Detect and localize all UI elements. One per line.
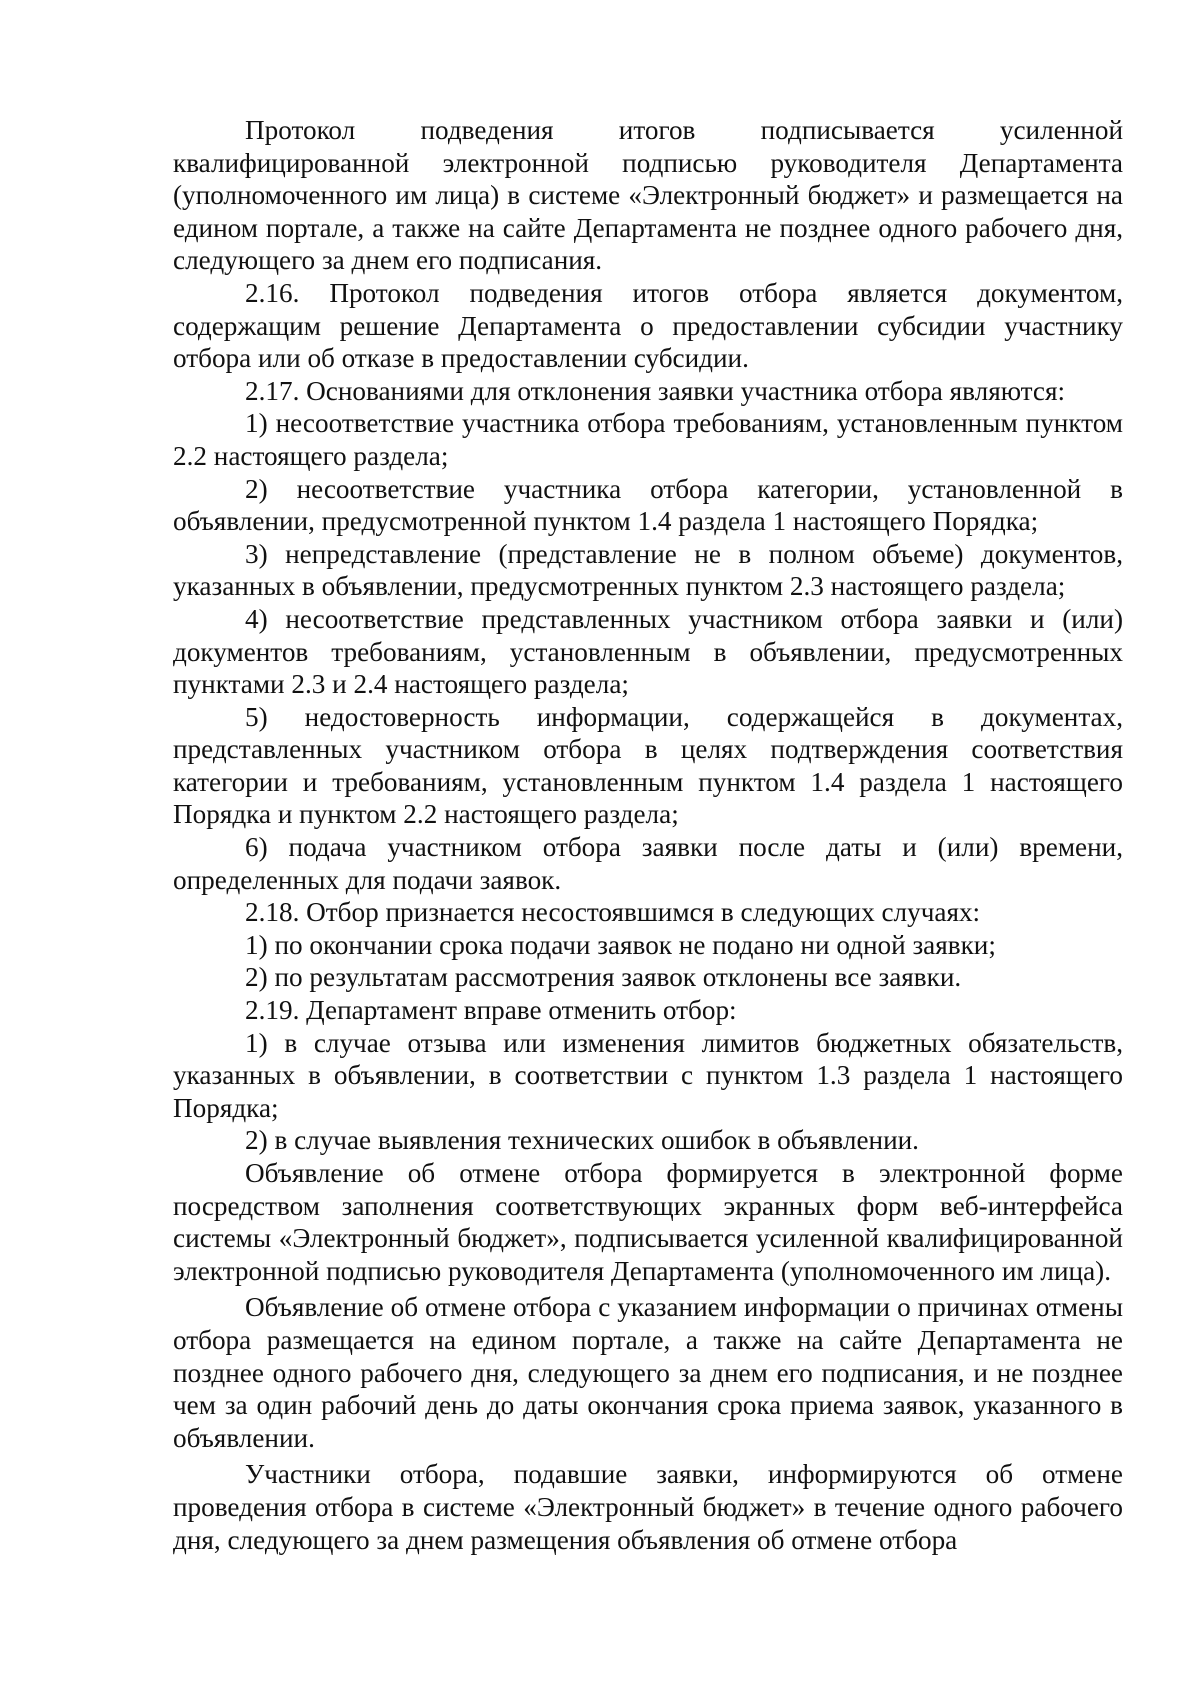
paragraph-2-17-item-5: 5) недостоверность информации, содержащейся в документах, представленных участником отбора в целях подтверждения соответствия категории и требованиям, установленным пунктом 1.4 раздела 1 настоящего Порядка и пунктом 2.2 настоящего раздела; xyxy=(173,701,1123,830)
paragraph-participants-notification: Участники отбора, подавшие заявки, информируются об отмене проведения отбора в системе «Электронный бюджет» в течение одного рабочего дня, следующего за днем размещения объявления об отмене отбора xyxy=(173,1459,1123,1555)
paragraph-2-18-item-1: 1) по окончании срока подачи заявок не подано ни одной заявки; xyxy=(245,929,996,960)
paragraph-2-17-item-2: 2) несоответствие участника отбора категории, установленной в объявлении, предусмотренной пунктом 1.4 раздела 1 настоящего Порядка; xyxy=(173,473,1123,537)
paragraph-2-17-item-3: 3) непредставление (представление не в полном объеме) документов, указанных в объявлении, предусмотренных пунктом 2.3 настоящего раздела; xyxy=(173,538,1123,602)
paragraph-2-19: 2.19. Департамент вправе отменить отбор: xyxy=(245,995,737,1026)
paragraph-protocol-signing: Протокол подведения итогов подписывается усиленной квалифицированной электронной подписью руководителя Департамента (уполномоченного им лица) в системе «Электронный бюджет» и размещается на едином портале, а также на сайте Департамента не позднее одного рабочего дня, следующего за днем его подписания. xyxy=(173,115,1123,276)
paragraph-cancellation-publication: Объявление об отмене отбора с указанием информации о причинах отмены отбора размещается на едином портале, а также на сайте Департамента не позднее одного рабочего дня, следующего за днем его подписания, и не позднее чем за один рабочий день до даты окончания срока приема заявок, указанного в объявлении. xyxy=(173,1292,1123,1453)
paragraph-2-16: 2.16. Протокол подведения итогов отбора является документом, содержащим решение Департамента о предоставлении субсидии участнику отбора или об отказе в предоставлении субсидии. xyxy=(173,277,1123,374)
paragraph-2-19-item-2: 2) в случае выявления технических ошибок в объявлении. xyxy=(245,1125,919,1156)
paragraph-2-17-item-4: 4) несоответствие представленных участником отбора заявки и (или) документов требованиям, установленным в объявлении, предусмотренных пунктами 2.3 и 2.4 настоящего раздела; xyxy=(173,603,1123,700)
paragraph-2-19-item-1: 1) в случае отзыва или изменения лимитов бюджетных обязательств, указанных в объявлении, в соответствии с пунктом 1.3 раздела 1 настоящего Порядка; xyxy=(173,1027,1123,1123)
document-body xyxy=(173,114,1123,1556)
paragraph-2-17-item-1: 1) несоответствие участника отбора требованиям, установленным пунктом 2.2 настоящего раздела; xyxy=(173,408,1123,471)
paragraph-2-18: 2.18. Отбор признается несостоявшимся в следующих случаях: xyxy=(245,897,981,928)
paragraph-2-17: 2.17. Основаниями для отклонения заявки участника отбора являются: xyxy=(245,375,1066,406)
paragraph-2-17-item-6: 6) подача участником отбора заявки после даты и (или) времени, определенных для подачи заявок. xyxy=(173,832,1123,895)
paragraph-cancellation-form: Объявление об отмене отбора формируется в электронной форме посредством заполнения соответствующих экранных форм веб-интерфейса системы «Электронный бюджет», подписывается усиленной квалифицированной электронной подписью руководителя Департамента (уполномоченного им лица). xyxy=(173,1158,1123,1286)
paragraph-2-18-item-2: 2) по результатам рассмотрения заявок отклонены все заявки. xyxy=(245,962,962,993)
